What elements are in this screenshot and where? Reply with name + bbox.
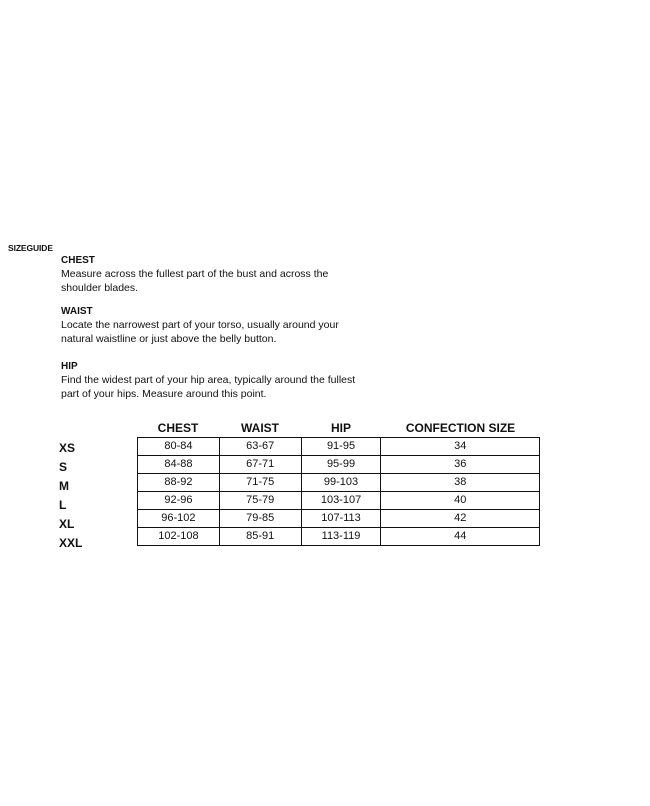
column-header-hip: HIP [330,421,351,435]
waist-instructions: Locate the narrowest part of your torso, usually around your natural waistline or just above the belly button. [61,319,339,345]
table-cell-waist: 79-85 [219,510,301,528]
table-cell-chest: 92-96 [138,492,220,510]
row-label-xxl: XXL [59,536,83,550]
table-cell-confection-size: 44 [381,528,540,546]
chest-instructions: Measure across the fullest part of the bust and across the shoulder blades. [61,268,329,294]
table-row [138,528,540,546]
row-label-xs: XS [59,441,76,455]
chest-heading: CHEST [61,255,95,266]
table-cell-waist: 67-71 [219,456,301,474]
table-cell-hip: 113-119 [301,528,381,546]
table-row [138,510,540,528]
table-cell-chest: 80-84 [138,438,220,456]
table-cell-hip: 95-99 [301,456,381,474]
table-cell-hip: 103-107 [301,492,381,510]
table-row [138,492,540,510]
table-row [138,474,540,492]
waist-heading: WAIST [61,306,93,317]
column-header-chest: CHEST [157,421,199,435]
table-cell-hip: 99-103 [301,474,381,492]
table-cell-confection-size: 38 [381,474,540,492]
hip-instructions: Find the widest part of your hip area, typically around the fullest part of your hips. Measure around this point. [61,374,356,400]
table-cell-hip: 91-95 [301,438,381,456]
table-cell-chest: 96-102 [138,510,220,528]
table-cell-confection-size: 36 [381,456,540,474]
table-row [138,456,540,474]
column-header-waist: WAIST [241,421,279,435]
row-label-s: S [59,460,68,474]
table-cell-confection-size: 34 [381,438,540,456]
size-guide-title: SIZEGUIDE [8,243,53,253]
waist-section [61,305,361,346]
size-table [137,437,540,546]
hip-heading: HIP [61,361,78,372]
table-row [138,438,540,456]
column-header-confection-size: CONFECTION SIZE [405,421,516,435]
table-cell-hip: 107-113 [301,510,381,528]
chest-section [61,254,361,295]
table-cell-chest: 102-108 [138,528,220,546]
table-cell-waist: 63-67 [219,438,301,456]
table-cell-confection-size: 42 [381,510,540,528]
row-label-m: M [59,479,69,493]
table-cell-waist: 71-75 [219,474,301,492]
table-cell-chest: 88-92 [138,474,220,492]
table-cell-confection-size: 40 [381,492,540,510]
table-cell-waist: 75-79 [219,492,301,510]
row-label-l: L [59,498,67,512]
table-cell-chest: 84-88 [138,456,220,474]
table-cell-waist: 85-91 [219,528,301,546]
hip-section [61,360,361,401]
row-label-xl: XL [59,517,75,531]
